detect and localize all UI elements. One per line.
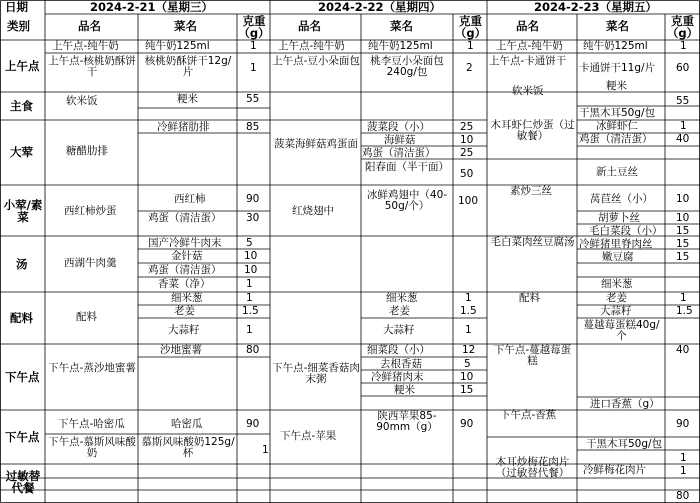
- day2-product-header: 品名: [298, 19, 321, 33]
- d3-soup-item3: 嫩豆腐: [602, 251, 634, 263]
- d2-am1-item: 纯牛奶125ml: [368, 40, 433, 52]
- d1-season-item3: 大蒜籽: [168, 324, 200, 336]
- d2-pm2-product: 下午点-苹果: [280, 430, 337, 442]
- d2-season-item1: 细米葱: [386, 292, 418, 304]
- d3-veg-item1: 新土豆丝: [596, 166, 638, 178]
- d3-staple-product: 软米饭: [512, 85, 544, 97]
- d1-pm3-item: 慕斯风味酸奶125g/杯: [141, 436, 235, 460]
- d3-pm1-product: 下午点-蔓越莓蛋糕: [493, 344, 572, 368]
- d3-meat-product: 木耳虾仁炒蛋（过敏餐）: [490, 119, 575, 143]
- d1-pm2-weight: 90: [246, 418, 260, 430]
- d1-veg-product: 西红柿炒蛋: [64, 205, 117, 217]
- d2-meat-item3: 鸡蛋（清洁蛋）: [362, 147, 436, 159]
- d3-meat-item2: 冰鲜虾仁: [596, 120, 638, 132]
- day1-dish-header: 菜名: [174, 19, 197, 33]
- d3-allergy-weight2: 1: [680, 465, 687, 477]
- d1-season-item2: 老姜: [174, 305, 195, 317]
- d3-season-item1: 细米葱: [601, 278, 633, 290]
- d1-pm3-product: 下午点-慕斯风味酸奶: [48, 436, 136, 460]
- d2-am1-weight: 1: [467, 40, 474, 52]
- category-snack-am: 上午点: [5, 59, 40, 73]
- d1-soup-item3: 鸡蛋（清洁蛋）: [148, 264, 222, 276]
- d3-soup-item2: 冷鲜猪里脊肉丝: [579, 238, 653, 250]
- d3-meat-item1: 干黑木耳50g/包: [579, 107, 656, 119]
- d2-meat-weight3: 25: [460, 147, 474, 159]
- d1-season-weight3: 1: [246, 324, 253, 336]
- d2-veg-weight: 100: [458, 195, 479, 207]
- d1-meat-item: 冷鲜猪肋排: [157, 121, 210, 133]
- d2-meat-weight4: 50: [460, 168, 474, 180]
- d1-season-item1: 细米葱: [171, 292, 203, 304]
- day3-weight-header: 克重（g）: [666, 14, 699, 41]
- d1-am1-weight: 1: [250, 40, 257, 52]
- category-snack-pm2: 下午点: [5, 430, 40, 444]
- d3-am1-item: 纯牛奶125ml: [583, 40, 648, 52]
- d3-veg-weight2: 10: [676, 193, 690, 205]
- d3-pm2-product: 下午点-香蕉: [500, 409, 557, 421]
- d2-am1-product: 上午点-纯牛奶: [278, 40, 345, 52]
- d1-season-product: 配料: [76, 311, 97, 323]
- category-allergy: 过敏替代餐: [5, 469, 41, 496]
- d1-soup-product: 西湖牛肉羹: [64, 257, 117, 269]
- d1-soup-weight3: 10: [244, 264, 258, 276]
- category-snack-pm1: 下午点: [5, 370, 40, 384]
- d2-season-item3: 大蒜籽: [383, 324, 415, 336]
- d3-veg-weight3: 10: [676, 212, 690, 224]
- d3-allergy-weight1: 1: [680, 452, 687, 464]
- d3-season-item2: 老姜: [606, 292, 627, 304]
- d1-am1-item: 纯牛奶125ml: [145, 40, 210, 52]
- d2-pm1-item3: 冷鲜猪肉末: [371, 371, 424, 383]
- d2-meat-product: 菠菜海鲜菇鸡蛋面: [274, 138, 358, 150]
- d1-am2-product: 上午点-核桃奶酥饼干: [48, 55, 136, 79]
- category-soup: 汤: [16, 257, 28, 271]
- d1-staple-product: 软米饭: [66, 95, 98, 107]
- d2-am2-weight: 2: [466, 62, 473, 74]
- day1-product-header: 品名: [78, 19, 101, 33]
- d1-veg-weight1: 90: [246, 193, 260, 205]
- d1-am1-product: 上午点-纯牛奶: [52, 40, 119, 52]
- d3-meat-weight2: 1: [680, 120, 687, 132]
- day2-weight-header: 克重（g）: [454, 14, 487, 41]
- d3-season-weight3: 1.5: [676, 305, 693, 317]
- d3-veg-item2: 莴苣丝（小）: [590, 193, 653, 205]
- d1-soup-item2: 金针菇: [171, 250, 203, 262]
- d3-staple-weight: 55: [676, 95, 690, 107]
- d3-soup-weight3: 15: [676, 251, 690, 263]
- d1-meat-weight: 85: [246, 121, 260, 133]
- d2-pm1-weight1: 12: [462, 344, 476, 356]
- d3-soup-item1: 毛白菜段（小）: [589, 225, 663, 237]
- d3-allergy-item2: 冷鲜梅花肉片: [583, 464, 646, 476]
- d1-season-weight1: 1: [246, 292, 253, 304]
- d1-soup-item1: 国产冷鲜牛肉末: [148, 237, 222, 249]
- day2-title: 2024-2-22（星期四）: [318, 0, 442, 14]
- d2-pm1-weight4: 15: [460, 384, 474, 396]
- d1-am2-item: 核桃奶酥饼干12g/片: [144, 55, 232, 79]
- d3-am1-weight: 1: [680, 40, 687, 52]
- d3-soup-product: 毛白菜肉丝豆腐汤: [490, 236, 575, 248]
- d2-pm1-item2: 去根香菇: [380, 358, 422, 370]
- d3-allergy-product: 木耳炒梅花肉片（过敏替代餐）: [495, 456, 570, 480]
- d1-season-weight2: 1.5: [242, 305, 259, 317]
- category-seasoning: 配料: [10, 311, 33, 325]
- d1-soup-weight1: 5: [246, 237, 253, 249]
- d2-veg-item: 冰鲜鸡翅中（40-50g/个）: [366, 189, 448, 213]
- d2-veg-product: 红烧翅中: [292, 205, 334, 217]
- d3-pm2-weight: 90: [676, 418, 690, 430]
- day2-dish-header: 菜名: [390, 19, 413, 33]
- d3-am2-item: 卡通饼干11g/片: [579, 62, 656, 74]
- d2-pm1-item1: 细菜段（小）: [367, 344, 430, 356]
- d2-meat-weight2: 10: [460, 134, 474, 146]
- d3-allergy-weight3: 80: [676, 490, 690, 502]
- d3-am1-product: 上午点-纯牛奶: [496, 40, 563, 52]
- d1-soup-item4: 香菜（净）: [158, 278, 211, 290]
- d1-meat-product: 糖醋肋排: [66, 145, 108, 157]
- d2-pm1-weight2: 5: [464, 358, 471, 370]
- d2-pm1-item4: 粳米: [394, 384, 415, 396]
- d1-pm2-product: 下午点-哈密瓜: [58, 418, 125, 430]
- category-small-meat-veg: 小荤/素菜: [3, 198, 43, 225]
- d1-soup-weight2: 10: [244, 250, 258, 262]
- d1-staple-item: 粳米: [177, 93, 198, 105]
- d1-pm2-item: 哈密瓜: [171, 418, 203, 430]
- d2-meat-item2: 海鲜菇: [384, 134, 416, 146]
- d2-season-item2: 老姜: [389, 305, 410, 317]
- d2-pm1-weight3: 10: [460, 371, 474, 383]
- d3-season-item3: 大蒜籽: [600, 305, 632, 317]
- d1-pm1-weight: 80: [246, 344, 260, 356]
- d3-soup-weight2: 15: [676, 238, 690, 250]
- day3-title: 2024-2-23（星期五）: [534, 0, 658, 14]
- d3-season-product: 配料: [519, 292, 540, 304]
- day1-weight-header: 克重（g）: [238, 14, 270, 41]
- d3-am2-product: 上午点-卡通饼干: [489, 55, 567, 67]
- d2-meat-item1: 菠菜段（小）: [367, 121, 430, 133]
- d3-veg-item3: 胡萝卜丝: [598, 212, 640, 224]
- d3-staple-item: 粳米: [606, 80, 627, 92]
- day1-title: 2024-2-21（星期三）: [90, 0, 214, 14]
- d3-am2-weight: 60: [676, 62, 690, 74]
- d2-am2-item: 桃李豆小朵面包240g/包: [370, 55, 444, 79]
- d3-meat-item3: 鸡蛋（清洁蛋）: [579, 133, 653, 145]
- d3-pm1-item: 蔓越莓蛋糕40g/个: [583, 319, 660, 343]
- d3-pm2-item: 进口香蕉（g）: [590, 398, 660, 410]
- d2-meat-weight1: 25: [460, 121, 474, 133]
- d2-pm2-weight: 90: [460, 418, 474, 430]
- d1-veg-item2: 鸡蛋（清洁蛋）: [148, 212, 222, 224]
- category-header: 类别: [7, 19, 30, 33]
- d1-pm1-product: 下午点-蒸沙地蜜薯: [48, 362, 136, 374]
- d2-season-weight2: 1.5: [460, 305, 477, 317]
- d3-pm1-weight: 40: [676, 344, 690, 356]
- d1-soup-weight4: 1: [246, 278, 253, 290]
- d1-pm3-weight: 1: [262, 444, 269, 456]
- d2-pm1-product: 下午点-细菜香菇肉末粥: [272, 362, 360, 386]
- d2-meat-item4: 阳春面（半干面）: [365, 161, 449, 173]
- d3-soup-weight1: 15: [676, 225, 690, 237]
- d3-meat-weight3: 40: [676, 133, 690, 145]
- d1-am2-weight: 1: [250, 62, 257, 74]
- d1-staple-weight: 55: [246, 93, 260, 105]
- d2-season-weight1: 1: [465, 292, 472, 304]
- d3-allergy-item1: 干黑木耳50g/包: [586, 438, 663, 450]
- d1-veg-item1: 西红柿: [174, 193, 206, 205]
- d2-am2-product: 上午点-豆小朵面包: [272, 55, 360, 67]
- d2-season-weight3: 1: [465, 324, 472, 336]
- category-staple: 主食: [10, 99, 33, 113]
- d3-season-weight2: 1: [680, 292, 687, 304]
- d3-veg-product: 素炒三丝: [510, 185, 552, 197]
- date-label: 日期: [5, 0, 28, 14]
- d1-veg-weight2: 30: [246, 212, 260, 224]
- d2-pm2-item: 陕西苹果85-90mm（g）: [376, 410, 438, 434]
- day3-dish-header: 菜名: [606, 19, 629, 33]
- d1-pm1-item: 沙地蜜薯: [160, 344, 202, 356]
- category-meat: 大荤: [10, 145, 33, 159]
- day3-product-header: 品名: [516, 19, 539, 33]
